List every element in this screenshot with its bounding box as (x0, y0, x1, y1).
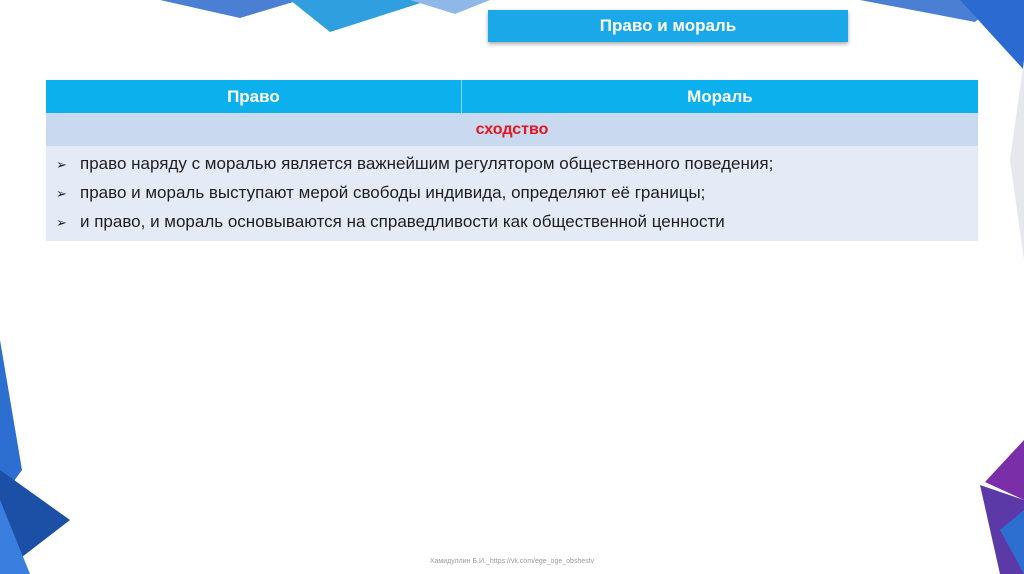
deco-shape-right-edge (1010, 60, 1024, 260)
list-item (56, 179, 968, 208)
list-item-text: право наряду с моралью является важнейшим регулятором общественного поведения; (80, 154, 774, 173)
list-item-text: и право, и мораль основываются на справедливости как общественной ценности (80, 212, 725, 231)
slide-title: Право и мораль (488, 10, 848, 42)
similarity-list-cell (46, 146, 978, 241)
arrowhead-bullet-icon: ➢ (56, 186, 67, 201)
similarity-row (46, 113, 978, 146)
footer-credit: Хамидуллин Б.И._https://vk.com/ege_oge_obshestv (429, 558, 595, 565)
deco-shape-top-center (290, 0, 430, 32)
comparison-table (46, 80, 978, 241)
table-header-row (46, 80, 978, 113)
list-item (56, 208, 968, 237)
deco-shape-top-left (160, 0, 300, 18)
similarity-label: сходство (46, 113, 978, 146)
similarity-list (56, 150, 968, 237)
column-header-morality: Мораль (461, 80, 978, 113)
deco-shape-top-mid (410, 0, 490, 14)
list-item (56, 150, 968, 179)
column-header-law: Право (46, 80, 461, 113)
list-item-text: право и мораль выступают мерой свободы индивида, определяют её границы; (80, 183, 706, 202)
arrowhead-bullet-icon: ➢ (56, 157, 67, 172)
arrowhead-bullet-icon: ➢ (56, 215, 67, 230)
similarity-list-row (46, 146, 978, 241)
